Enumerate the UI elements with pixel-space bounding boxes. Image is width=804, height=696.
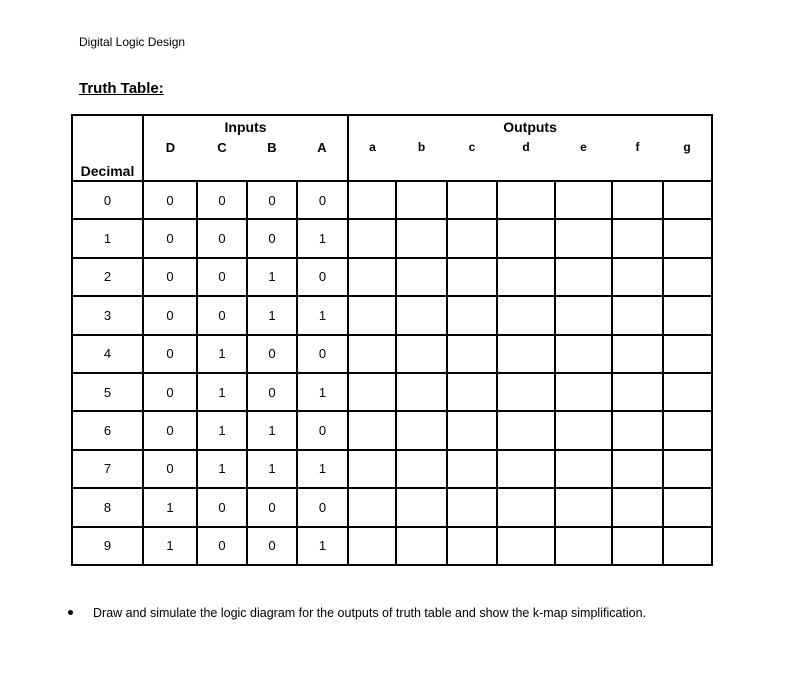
- output-cell: [555, 219, 612, 257]
- output-cell: [447, 488, 497, 526]
- input-cell: 1: [247, 450, 297, 488]
- output-cell: [396, 219, 447, 257]
- output-cell: [497, 335, 555, 373]
- output-cell: [447, 373, 497, 411]
- output-cell: [612, 335, 663, 373]
- instruction-bullet: [68, 606, 646, 620]
- output-col-header: f: [612, 138, 663, 181]
- output-cell: [447, 527, 497, 565]
- input-cell: 0: [297, 411, 348, 449]
- input-cell: 1: [143, 488, 197, 526]
- output-cell: [497, 296, 555, 334]
- output-cell: [663, 335, 712, 373]
- output-cell: [555, 411, 612, 449]
- input-cell: 1: [143, 527, 197, 565]
- output-cell: [663, 219, 712, 257]
- input-cell: 1: [247, 411, 297, 449]
- input-cell: 0: [143, 219, 197, 257]
- output-cell: [447, 219, 497, 257]
- decimal-cell: 4: [72, 335, 143, 373]
- output-col-header: e: [555, 138, 612, 181]
- input-cell: 0: [197, 488, 247, 526]
- input-cell: 0: [247, 219, 297, 257]
- output-cell: [555, 181, 612, 219]
- output-col-header: c: [447, 138, 497, 181]
- output-cell: [555, 335, 612, 373]
- decimal-cell: 2: [72, 258, 143, 296]
- table-row: [72, 527, 712, 565]
- output-cell: [612, 296, 663, 334]
- output-cell: [612, 488, 663, 526]
- input-cell: 1: [247, 258, 297, 296]
- outputs-header: Outputs: [348, 115, 712, 138]
- output-cell: [555, 258, 612, 296]
- output-cell: [447, 450, 497, 488]
- input-cell: 0: [247, 488, 297, 526]
- input-cell: 0: [247, 181, 297, 219]
- output-cell: [663, 527, 712, 565]
- decimal-cell: 9: [72, 527, 143, 565]
- output-cell: [348, 411, 396, 449]
- output-cell: [555, 373, 612, 411]
- input-cell: 0: [247, 373, 297, 411]
- table-row: [72, 373, 712, 411]
- input-cell: 0: [297, 258, 348, 296]
- input-cell: 0: [143, 411, 197, 449]
- output-cell: [396, 411, 447, 449]
- instruction-text: Draw and simulate the logic diagram for the outputs of truth table and show the k-map simplification.: [93, 606, 647, 620]
- table-row: [72, 411, 712, 449]
- output-cell: [612, 181, 663, 219]
- output-cell: [348, 373, 396, 411]
- input-cell: 0: [297, 335, 348, 373]
- output-cell: [555, 450, 612, 488]
- output-cell: [497, 181, 555, 219]
- decimal-cell: 0: [72, 181, 143, 219]
- input-cell: 1: [297, 219, 348, 257]
- decimal-cell: 5: [72, 373, 143, 411]
- output-col-header: g: [663, 138, 712, 181]
- output-cell: [348, 335, 396, 373]
- output-cell: [663, 373, 712, 411]
- output-cell: [612, 450, 663, 488]
- output-cell: [555, 296, 612, 334]
- output-cell: [497, 219, 555, 257]
- output-cell: [396, 488, 447, 526]
- truth-table: [71, 114, 713, 566]
- output-cell: [612, 411, 663, 449]
- table-row: [72, 219, 712, 257]
- output-cell: [348, 527, 396, 565]
- output-cell: [348, 258, 396, 296]
- decimal-cell: 8: [72, 488, 143, 526]
- input-cell: 1: [247, 296, 297, 334]
- output-cell: [447, 181, 497, 219]
- input-cell: 1: [197, 373, 247, 411]
- table-row: [72, 450, 712, 488]
- output-cell: [396, 296, 447, 334]
- output-col-header: d: [497, 138, 555, 181]
- output-col-header: b: [396, 138, 447, 181]
- output-cell: [396, 258, 447, 296]
- table-row: [72, 335, 712, 373]
- output-cell: [663, 488, 712, 526]
- table-row: [72, 258, 712, 296]
- input-cell: 0: [143, 335, 197, 373]
- input-cell: 0: [197, 258, 247, 296]
- input-col-header: A: [297, 138, 348, 181]
- table-row: [72, 296, 712, 334]
- output-cell: [447, 258, 497, 296]
- output-cell: [612, 258, 663, 296]
- inputs-header: Inputs: [143, 115, 348, 138]
- input-cell: 0: [143, 296, 197, 334]
- input-cell: 0: [197, 296, 247, 334]
- output-cell: [497, 488, 555, 526]
- output-cell: [348, 296, 396, 334]
- input-cell: 1: [197, 411, 247, 449]
- output-cell: [663, 450, 712, 488]
- table-row: [72, 181, 712, 219]
- output-cell: [663, 258, 712, 296]
- input-cell: 0: [143, 373, 197, 411]
- output-cell: [396, 181, 447, 219]
- output-cell: [497, 527, 555, 565]
- output-cell: [663, 411, 712, 449]
- input-cell: 1: [297, 450, 348, 488]
- input-cell: 0: [143, 181, 197, 219]
- decimal-cell: 6: [72, 411, 143, 449]
- decimal-cell: 3: [72, 296, 143, 334]
- output-cell: [497, 258, 555, 296]
- input-cell: 1: [297, 296, 348, 334]
- output-col-header: a: [348, 138, 396, 181]
- input-cell: 1: [197, 450, 247, 488]
- output-cell: [447, 411, 497, 449]
- input-cell: 0: [197, 181, 247, 219]
- decimal-cell: 7: [72, 450, 143, 488]
- output-cell: [396, 373, 447, 411]
- output-cell: [348, 488, 396, 526]
- bullet-icon: [68, 610, 73, 615]
- table-row: [72, 488, 712, 526]
- output-cell: [663, 296, 712, 334]
- input-cell: 0: [247, 335, 297, 373]
- output-cell: [348, 219, 396, 257]
- output-cell: [663, 181, 712, 219]
- input-cell: 1: [197, 335, 247, 373]
- input-cell: 0: [143, 450, 197, 488]
- output-cell: [497, 373, 555, 411]
- output-cell: [447, 335, 497, 373]
- input-col-header: C: [197, 138, 247, 181]
- output-cell: [612, 373, 663, 411]
- output-cell: [497, 411, 555, 449]
- output-cell: [396, 450, 447, 488]
- input-col-header: D: [143, 138, 197, 181]
- output-cell: [348, 450, 396, 488]
- output-cell: [396, 335, 447, 373]
- input-cell: 0: [297, 181, 348, 219]
- input-cell: 0: [247, 527, 297, 565]
- input-col-header: B: [247, 138, 297, 181]
- input-cell: 0: [197, 527, 247, 565]
- input-cell: 1: [297, 373, 348, 411]
- decimal-cell: 1: [72, 219, 143, 257]
- output-cell: [612, 527, 663, 565]
- output-cell: [612, 219, 663, 257]
- section-title: Truth Table:: [79, 80, 164, 97]
- output-cell: [555, 527, 612, 565]
- output-cell: [396, 527, 447, 565]
- output-cell: [348, 181, 396, 219]
- output-cell: [497, 450, 555, 488]
- input-cell: 0: [143, 258, 197, 296]
- output-cell: [555, 488, 612, 526]
- input-cell: 1: [297, 527, 348, 565]
- decimal-header: Decimal: [72, 115, 143, 181]
- input-cell: 0: [297, 488, 348, 526]
- document-header: Digital Logic Design: [79, 35, 186, 49]
- output-cell: [447, 296, 497, 334]
- input-cell: 0: [197, 219, 247, 257]
